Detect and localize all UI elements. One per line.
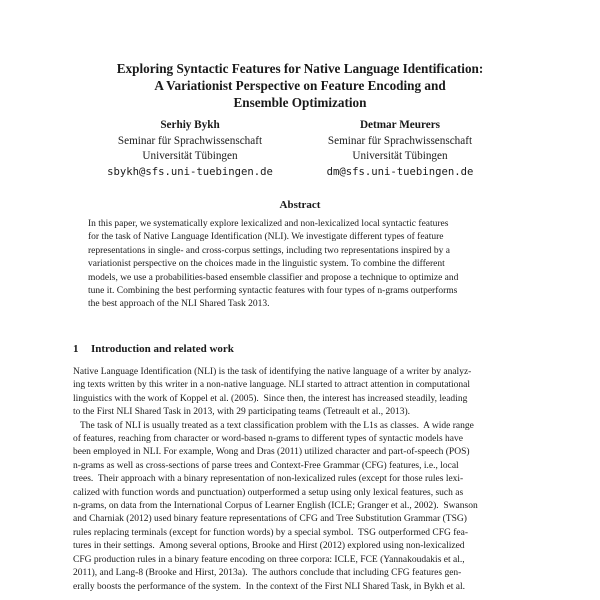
abstract-line: In this paper, we systematically explore lexicalized and non-lexicalized local syntactic features — [88, 219, 449, 229]
body-line: been employed in NLI. For example, Wong and Dras (2011) utilized character and part-of-speech (POS) — [73, 447, 470, 458]
author-name: Serhiy Bykh — [160, 119, 220, 131]
abstract-line: the best approach of the NLI Shared Task 2013. — [88, 299, 270, 310]
author-affiliation: Seminar für Sprachwissenschaft — [327, 134, 473, 147]
author-block-2 — [300, 118, 500, 180]
abstract-heading: Abstract — [279, 199, 321, 211]
author-university: Universität Tübingen — [352, 150, 448, 162]
section-body — [73, 366, 531, 594]
body-line: and Charniak (2012) used binary feature representations of CFG and Tree Substitution Grammar (TSG) — [73, 514, 467, 525]
author-email[interactable]: dm@sfs.uni-tuebingen.de — [326, 165, 474, 178]
body-line: ing texts written by this writer in a non-native language. NLI started to attract attention in computational — [73, 380, 471, 391]
body-line: calized with function words and punctuation) outperformed a setup using only lexical features, such as — [73, 487, 464, 498]
section-heading — [73, 343, 234, 355]
abstract-line: for the task of Native Language Identification (NLI). We investigate different types of feature — [88, 232, 444, 243]
title-line: Ensemble Optimization — [233, 95, 367, 110]
abstract-body — [88, 218, 514, 312]
title-line: Exploring Syntactic Features for Native Language Identification: — [116, 61, 484, 76]
author-email[interactable]: sbykh@sfs.uni-tuebingen.de — [107, 165, 273, 178]
author-name: Detmar Meurers — [359, 119, 441, 131]
abstract-line: variationist perspective on the choices made in the linguistic system. To combine the different — [88, 259, 445, 270]
body-line: of features, reaching from character or word-based n-grams to different types of syntactic models have — [73, 434, 463, 445]
body-line: tures in their settings. Among several options, Brooke and Hirst (2012) explored using non-lexicalized — [73, 541, 465, 552]
body-line: n-grams as well as cross-sections of parse trees and Context-Free Grammar (CFG) features, i.e., local — [73, 460, 459, 471]
body-line: to the First NLI Shared Task in 2013, with 29 participating teams (Tetreault et al., 2013). — [73, 407, 410, 418]
body-line: linguistics with the work of Koppel et al. (2005). Since then, the interest has increased steadily, leading — [73, 393, 468, 404]
section-title: Introduction and related work — [91, 343, 234, 355]
body-line: CFG production rules in a binary feature encoding on three corpora: ICLE, FCE (Yannakoudakis et al., — [73, 554, 465, 565]
body-line: erally boosts the performance of the system. In the context of the First NLI Shared Task, in Bykh et al. — [73, 581, 465, 592]
section-number: 1 — [73, 343, 79, 355]
author-affiliation: Seminar für Sprachwissenschaft — [117, 134, 263, 147]
body-line: Native Language Identification (NLI) is the task of identifying the native language of a writer by analyz- — [73, 367, 472, 377]
body-line: The task of NLI is usually treated as a text classification problem with the L1s as classes. A wide range — [73, 420, 474, 431]
title-line: A Variationist Perspective on Feature Encoding and — [154, 78, 446, 93]
abstract-line: tune it. Combining the best performing syntactic features with four types of n-grams outperforms — [88, 286, 458, 297]
author-block-1 — [90, 118, 290, 180]
body-line: rules replacing terminals (except for function words) by a special symbol. TSG outperformed CFG fea- — [73, 527, 469, 538]
abstract-line: representations in single- and cross-corpus settings, including two representations inspired by a — [88, 245, 450, 256]
author-university: Universität Tübingen — [142, 150, 238, 162]
body-line: 2011), and Lang-8 (Brooke and Hirst, 2013a). The authors conclude that including CFG features gen- — [73, 568, 462, 579]
abstract-line: models, we use a probabilities-based ensemble classifier and propose a technique to optimize and — [88, 272, 459, 283]
body-line: n-grams, on data from the International Corpus of Learner English (ICLE; Granger et al., 2002). Swanson — [73, 501, 478, 512]
paper-title — [0, 60, 600, 111]
body-line: trees. Their approach with a binary representation of non-lexicalized rules (except for those rules lexi- — [73, 474, 464, 485]
